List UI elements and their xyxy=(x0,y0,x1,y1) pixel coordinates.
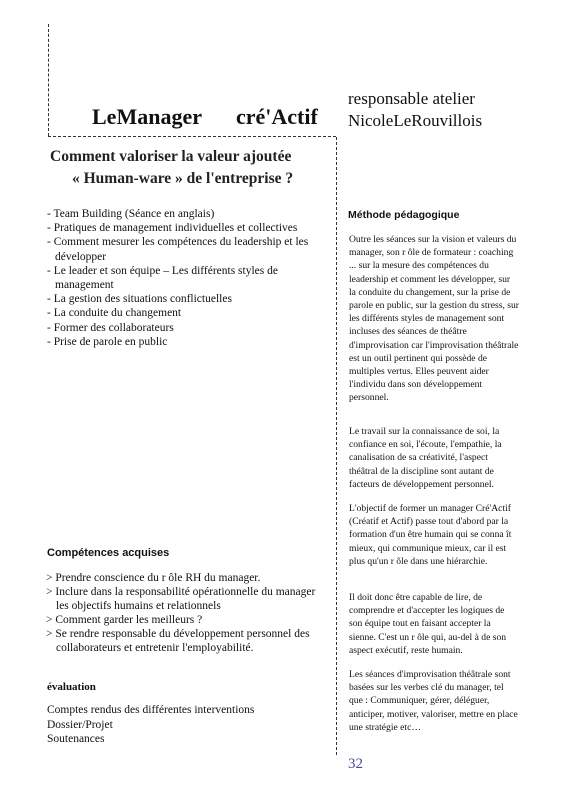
topic-item: - Le leader et son équipe – Les différents styles de management xyxy=(47,264,278,292)
method-heading: Méthode pédagogique xyxy=(348,209,460,221)
topic-item: - Prise de parole en public xyxy=(47,335,168,348)
horizontal-dashed-divider xyxy=(48,136,336,137)
evaluation-list xyxy=(47,703,254,747)
method-paragraph: Les séances d'improvisation théâtrale sont basées sur les verbes clé du manager, tel que : Communiquer, gérer, déléguer, anticiper, motiver, valoriser, mettre en place une stratégie etc… xyxy=(349,669,518,733)
competence-item: > Comment garder les meilleurs ? xyxy=(46,614,203,627)
competences-heading: Compétences acquises xyxy=(47,547,170,559)
topic-item: - Comment mesurer les compétences du leadership et les développer xyxy=(47,236,309,263)
page-number: 32 xyxy=(348,756,363,772)
topic-item: - Former des collaborateurs xyxy=(47,321,174,334)
evaluation-heading: évaluation xyxy=(47,681,96,693)
topics-list xyxy=(47,207,309,349)
brand-word-1: LeManager xyxy=(92,104,202,129)
headline-line-1: Comment valoriser la valeur ajoutée xyxy=(50,148,292,165)
competences-list xyxy=(46,571,318,656)
topic-item: - La gestion des situations conflictuelles xyxy=(47,293,232,306)
topic-item: - Team Building (Séance en anglais) xyxy=(47,208,215,220)
brand-title xyxy=(92,104,318,130)
method-paragraph: Le travail sur la connaissance de soi, la confiance en soi, l'écoute, l'empathie, la canalisation de sa créativité, l'aspect théâtral de la discipline sont autant de facteurs de développement personnel. xyxy=(349,426,502,490)
evaluation-item: Dossier/Projet xyxy=(47,718,113,731)
responsible-block xyxy=(348,88,482,132)
responsible-name: NicoleLeRouvillois xyxy=(348,111,483,130)
headline xyxy=(50,146,336,190)
competence-item: > Inclure dans la responsabilité opérationnelle du manager les objectifs humains et relationnels xyxy=(46,586,316,613)
method-paragraph: L'objectif de former un manager Cré'Actif (Créatif et Actif) passe tout d'abord par la formation d'un être humain qui se conna ît mieux, qui communique mieux, car il est plus qu'un r ôle dans une hiérarchie. xyxy=(349,503,512,567)
topic-item: - Pratiques de management individuelles et collectives xyxy=(47,222,298,235)
topic-item: - La conduite du changement xyxy=(47,307,182,320)
competence-item: > Se rendre responsable du développement personnel des collaborateurs et entretenir l'employabilité. xyxy=(46,628,310,655)
evaluation-item: Soutenances xyxy=(47,733,105,745)
brand-word-2: cré'Actif xyxy=(235,104,318,129)
vertical-dashed-divider-top xyxy=(48,24,49,136)
evaluation-item: Comptes rendus des différentes interventions xyxy=(47,704,255,716)
headline-line-2: « Human-ware » de l'entreprise ? xyxy=(72,170,294,187)
vertical-dashed-divider-middle xyxy=(336,137,337,755)
responsible-role: responsable atelier xyxy=(348,89,475,108)
method-paragraph: Outre les séances sur la vision et valeurs du manager, son r ôle de formateur : coaching ... sur la mesure des compétences du leadership et comment les développer, sur la conduite du changement, sur la prise de parole en public, sur la gestion du stress, sur les différents styles de management sont incluses des séances de théâtre d'improvisation car l'improvisation théâtrale est un outil pertinent qui possède de multiples vertus. Elles peuvent aider l'individu dans son développement personnel. xyxy=(349,234,519,404)
competence-item: > Prendre conscience du r ôle RH du manager. xyxy=(46,572,261,584)
method-paragraph: Il doit donc être capable de lire, de comprendre et d'accepter les logiques de son équipe tout en faisant accepter la sienne. C'est un r ôle qui, au-del à de son aspect exécutif, reste humain. xyxy=(349,592,507,656)
